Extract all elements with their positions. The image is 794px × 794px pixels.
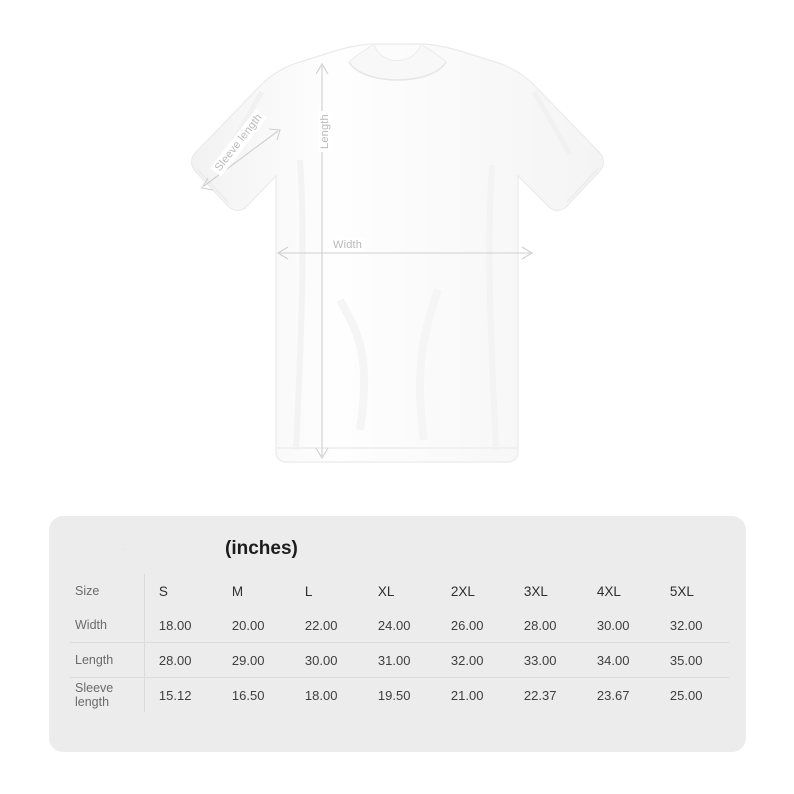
table-row [69, 608, 729, 643]
cell-sleeve-s: 15.12 [158, 687, 192, 703]
table-header-row [69, 574, 729, 608]
size-table [69, 574, 729, 712]
cell-length-m: 29.00 [231, 652, 265, 668]
cell-width-4xl: 30.00 [596, 617, 630, 633]
cell-sleeve-m: 16.50 [231, 687, 265, 703]
column-header-5xl: 5XL [669, 583, 694, 599]
row-label-width: Width [69, 608, 144, 643]
cell-length-5xl: 35.00 [669, 652, 703, 668]
cell-length-2xl: 32.00 [450, 652, 484, 668]
cell-length-l: 30.00 [304, 652, 338, 668]
column-header-s: S [158, 583, 168, 599]
cell-length-s: 28.00 [158, 652, 192, 668]
table-row [69, 678, 729, 713]
length-label: Length [318, 111, 332, 152]
width-label: Width [330, 238, 365, 252]
column-header-size: Size [69, 574, 144, 608]
column-header-l: L [304, 583, 313, 599]
cell-length-xl: 31.00 [377, 652, 411, 668]
cell-width-2xl: 26.00 [450, 617, 484, 633]
cell-width-5xl: 32.00 [669, 617, 703, 633]
column-header-xl: XL [377, 583, 395, 599]
cell-sleeve-4xl: 23.67 [596, 687, 630, 703]
table-row [69, 643, 729, 678]
cell-length-3xl: 33.00 [523, 652, 557, 668]
column-header-2xl: 2XL [450, 583, 475, 599]
cell-sleeve-3xl: 22.37 [523, 687, 557, 703]
chart-faint-marks: · · [104, 544, 132, 555]
row-label-length: Length [69, 643, 144, 678]
cell-width-m: 20.00 [231, 617, 265, 633]
column-header-3xl: 3XL [523, 583, 548, 599]
cell-width-s: 18.00 [158, 617, 192, 633]
cell-width-xl: 24.00 [377, 617, 411, 633]
cell-width-3xl: 28.00 [523, 617, 557, 633]
cell-sleeve-l: 18.00 [304, 687, 338, 703]
cell-sleeve-2xl: 21.00 [450, 687, 484, 703]
column-header-m: M [231, 583, 244, 599]
cell-sleeve-xl: 19.50 [377, 687, 411, 703]
column-header-4xl: 4XL [596, 583, 621, 599]
row-label-sleeve-length: Sleeve length [69, 678, 144, 713]
cell-width-l: 22.00 [304, 617, 338, 633]
sleeve-length-label: Sleeve length [210, 109, 267, 177]
size-chart-panel [49, 516, 746, 752]
cell-sleeve-5xl: 25.00 [669, 687, 703, 703]
cell-length-4xl: 34.00 [596, 652, 630, 668]
chart-title: (inches) [225, 538, 298, 559]
